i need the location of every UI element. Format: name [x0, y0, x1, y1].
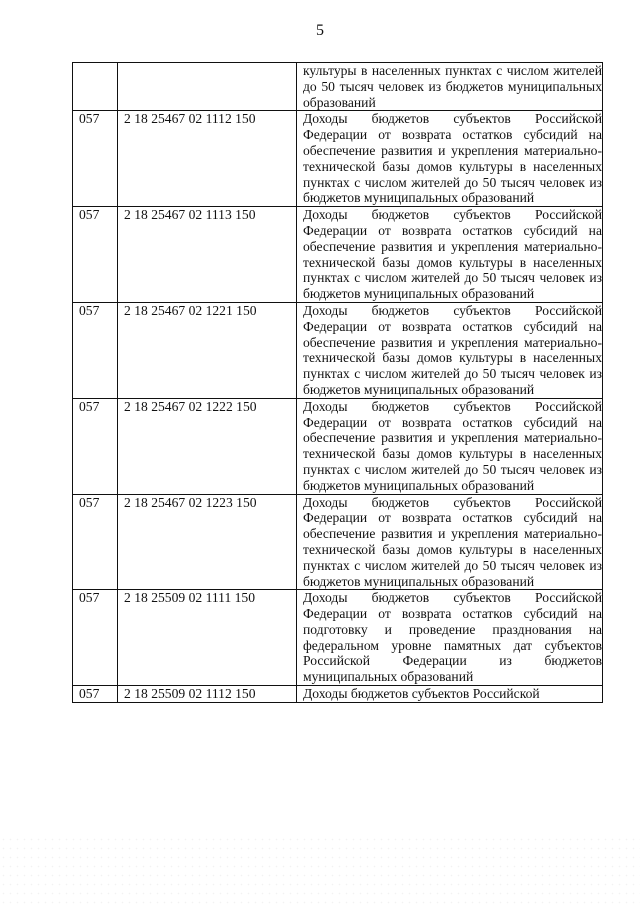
description-cell	[297, 111, 603, 207]
description-text: культуры в населенных пунктах с числом жителей до 50 тысяч человек из бюджетов муниципальных образований	[303, 63, 602, 110]
budget-code-cell: 2 18 25467 02 1223 150	[118, 494, 297, 590]
description-cell	[297, 63, 603, 111]
table-row	[73, 494, 603, 590]
admin-code-cell: 057	[73, 111, 118, 207]
description-cell	[297, 302, 603, 398]
page-number: 5	[316, 22, 324, 39]
description-text: Доходы бюджетов субъектов Российской Федерации от возврата остатков субсидий на подготовку и проведение празднования на федеральном уровне памятных дат субъектов Российской Федерации из бюджетов муниципальных образований	[303, 590, 602, 685]
admin-code-cell: 057	[73, 590, 118, 686]
budget-code-cell: 2 18 25509 02 1112 150	[118, 686, 297, 703]
description-text: Доходы бюджетов субъектов Российской	[303, 686, 540, 702]
description-cell	[297, 590, 603, 686]
admin-code-cell: 057	[73, 494, 118, 590]
admin-code-cell: 057	[73, 398, 118, 494]
description-text: Доходы бюджетов субъектов Российской Федерации от возврата остатков субсидий на обеспечение развития и укрепления материально-технической базы домов культуры в населенных пунктах с числом жителей до 50 тысяч человек из бюджетов муниципальных образований	[303, 494, 602, 589]
description-text: Доходы бюджетов субъектов Российской Федерации от возврата остатков субсидий на обеспечение развития и укрепления материально-технической базы домов культуры в населенных пунктах с числом жителей до 50 тысяч человек из бюджетов муниципальных образований	[303, 302, 602, 397]
revenue-code-table	[72, 62, 603, 703]
budget-code-cell: 2 18 25467 02 1222 150	[118, 398, 297, 494]
description-text: Доходы бюджетов субъектов Российской Федерации от возврата остатков субсидий на обеспечение развития и укрепления материально-технической базы домов культуры в населенных пунктах с числом жителей до 50 тысяч человек из бюджетов муниципальных образований	[303, 398, 602, 493]
budget-code-cell	[118, 63, 297, 111]
admin-code-cell	[73, 63, 118, 111]
description-cell	[297, 686, 603, 703]
table-row	[73, 207, 603, 303]
budget-code-cell: 2 18 25509 02 1111 150	[118, 590, 297, 686]
description-cell	[297, 494, 603, 590]
table-row	[73, 63, 603, 111]
admin-code-cell: 057	[73, 686, 118, 703]
table-row	[73, 398, 603, 494]
description-text: Доходы бюджетов субъектов Российской Федерации от возврата остатков субсидий на обеспечение развития и укрепления материально-технической базы домов культуры в населенных пунктах с числом жителей до 50 тысяч человек из бюджетов муниципальных образований	[303, 111, 602, 206]
budget-code-cell: 2 18 25467 02 1112 150	[118, 111, 297, 207]
table-row	[73, 590, 603, 686]
table-body	[73, 63, 603, 703]
description-cell	[297, 398, 603, 494]
table-row	[73, 302, 603, 398]
description-text: Доходы бюджетов субъектов Российской Федерации от возврата остатков субсидий на обеспечение развития и укрепления материально-технической базы домов культуры в населенных пунктах с числом жителей до 50 тысяч человек из бюджетов муниципальных образований	[303, 207, 602, 302]
budget-code-cell: 2 18 25467 02 1221 150	[118, 302, 297, 398]
table-row	[73, 111, 603, 207]
table-row	[73, 686, 603, 703]
budget-code-cell: 2 18 25467 02 1113 150	[118, 207, 297, 303]
description-cell	[297, 207, 603, 303]
admin-code-cell: 057	[73, 302, 118, 398]
admin-code-cell: 057	[73, 207, 118, 303]
scan-noise	[0, 835, 640, 905]
